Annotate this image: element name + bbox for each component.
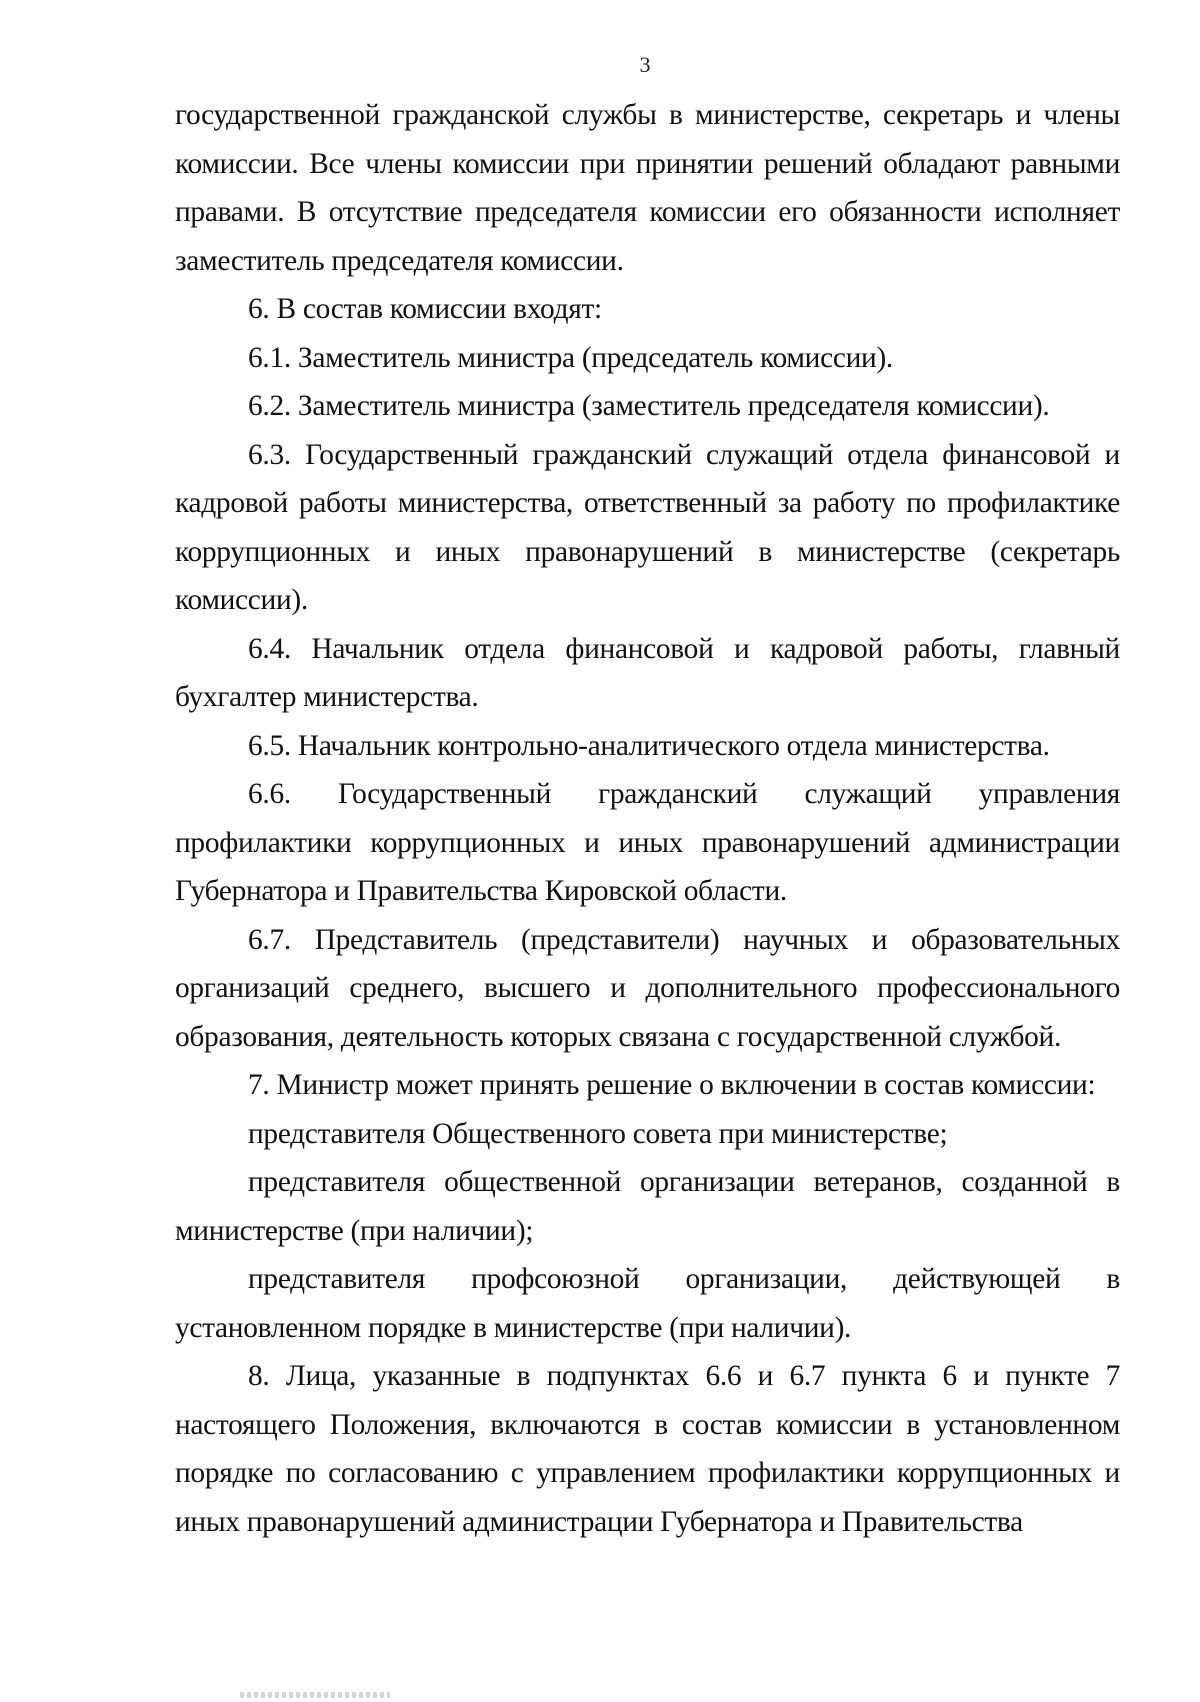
- paragraph-item-7: 7. Министр может принять решение о включении в состав комиссии:: [248, 1069, 1096, 1101]
- paragraph-item-7-public-council: представителя Общественного совета при министерстве;: [248, 1117, 948, 1150]
- paragraph-item-7-veterans: представителя общественной организации ветеранов, созданной в министерстве (при наличии);: [175, 1166, 1120, 1247]
- paragraph-item-7-trade-union: представителя профсоюзной организации, действующей в установленном порядке в министерстве (при наличии).: [175, 1263, 1120, 1344]
- paragraph-item-6-1: 6.1. Заместитель министра (председатель комиссии).: [248, 341, 893, 374]
- paragraph-item-6-3: 6.3. Государственный гражданский служащий отдела финансовой и кадровой работы министерства, ответственный за работу по профилактике коррупционных и иных правонарушений в министерстве (секретарь комиссии).: [175, 438, 1120, 616]
- document-body: [175, 91, 1120, 1546]
- paragraph-item-6-6: 6.6. Государственный гражданский служащий управления профилактики коррупционных и иных правонарушений администрации Губернатора и Правительства Кировской области.: [175, 778, 1120, 907]
- paragraph-item-8: 8. Лица, указанные в подпунктах 6.6 и 6.7 пункта 6 и пункте 7 настоящего Положения, включаются в состав комиссии в установленном порядке по согласованию с управлением профилактики коррупционных и иных правонарушений администрации Губернатора и Правительства: [175, 1360, 1120, 1538]
- paragraph-item-6-2: 6.2. Заместитель министра (заместитель председателя комиссии).: [248, 390, 1050, 422]
- page-number: 3: [639, 52, 651, 77]
- paragraph-continuation: государственной гражданской службы в министерстве, секретарь и члены комиссии. Все члены комиссии при принятии решений обладают равными правами. В отсутствие председателя комиссии его обязанности исполняет заместитель председателя комиссии.: [175, 99, 1120, 277]
- scan-artifact: [240, 1692, 390, 1698]
- paragraph-item-6-5: 6.5. Начальник контрольно-аналитического отдела министерства.: [248, 729, 1050, 762]
- paragraph-item-6: 6. В состав комиссии входят:: [248, 293, 602, 325]
- paragraph-item-6-4: 6.4. Начальник отдела финансовой и кадровой работы, главный бухгалтер министерства.: [175, 632, 1120, 713]
- paragraph-item-6-7: 6.7. Представитель (представители) научных и образовательных организаций среднего, высшего и дополнительного профессионального образования, деятельность которых связана с государственной службой.: [175, 923, 1120, 1053]
